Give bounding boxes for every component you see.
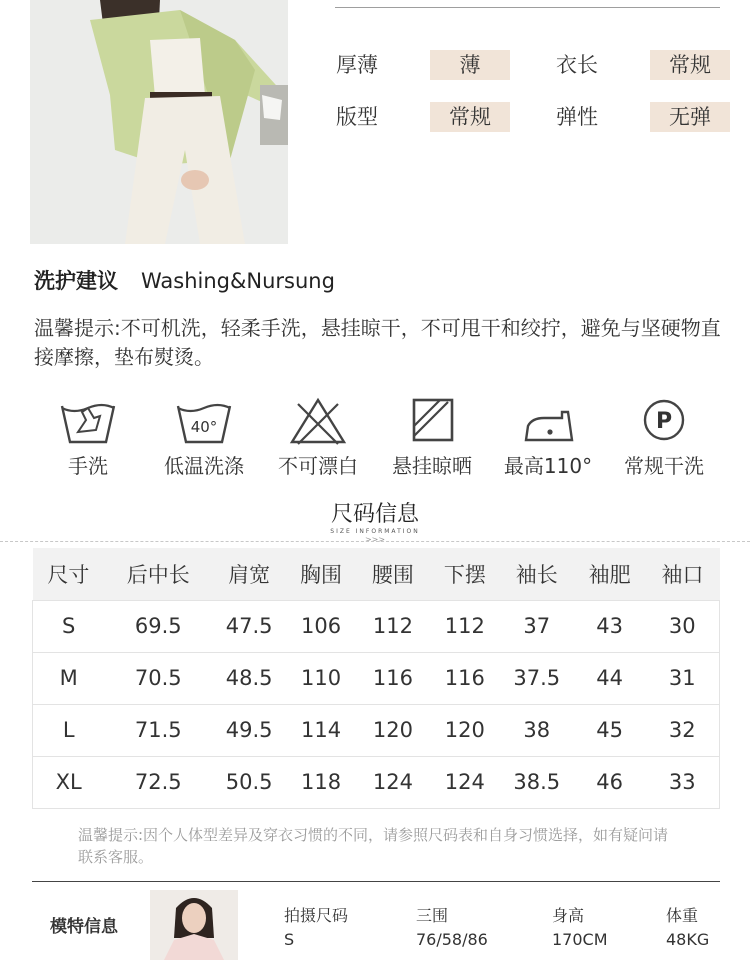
no-bleach-icon bbox=[286, 396, 350, 446]
care-title: 洗护建议 bbox=[34, 269, 118, 293]
product-photo bbox=[30, 0, 288, 244]
model-value-size: S bbox=[284, 930, 295, 949]
care-label-hang-dry: 悬挂晾晒 bbox=[392, 454, 472, 478]
header-cell: 后中长 bbox=[104, 548, 212, 600]
table-cell: 70.5 bbox=[104, 652, 212, 704]
table-row bbox=[33, 704, 720, 756]
iron-icon bbox=[516, 396, 580, 446]
attr-value-fit: 常规 bbox=[430, 102, 510, 132]
table-cell: 46 bbox=[574, 756, 646, 808]
table-cell: 110 bbox=[286, 652, 356, 704]
care-label-no-bleach: 不可漂白 bbox=[278, 454, 358, 478]
table-cell: L bbox=[33, 704, 105, 756]
model-label-weight: 体重 bbox=[666, 906, 699, 925]
header-cell: 下摆 bbox=[430, 548, 500, 600]
table-cell: 30 bbox=[646, 600, 720, 652]
care-note: 温馨提示:不可机洗，轻柔手洗，悬挂晾干，不可甩干和绞拧，避免与坚硬物直接摩擦，垫布熨烫。 bbox=[34, 316, 721, 369]
table-cell: M bbox=[33, 652, 105, 704]
table-cell: 118 bbox=[286, 756, 356, 808]
model-label-measurements: 三围 bbox=[416, 906, 449, 925]
care-label-hand-wash: 手洗 bbox=[68, 454, 108, 478]
attr-label-elasticity: 弹性 bbox=[556, 105, 598, 129]
table-cell: 48.5 bbox=[212, 652, 286, 704]
attr-value-length: 常规 bbox=[650, 50, 730, 80]
table-row bbox=[33, 600, 720, 652]
table-cell: 45 bbox=[574, 704, 646, 756]
table-cell: S bbox=[33, 600, 105, 652]
table-row bbox=[33, 756, 720, 808]
table-cell: 120 bbox=[430, 704, 500, 756]
table-cell: 38.5 bbox=[500, 756, 574, 808]
table-cell: 124 bbox=[356, 756, 430, 808]
attr-value-thickness: 薄 bbox=[430, 50, 510, 80]
table-cell: 38 bbox=[500, 704, 574, 756]
header-cell: 肩宽 bbox=[212, 548, 286, 600]
care-label-dry-clean: 常规干洗 bbox=[624, 454, 704, 478]
table-cell: 112 bbox=[356, 600, 430, 652]
header-cell: 袖肥 bbox=[574, 548, 646, 600]
care-label-iron: 最高110° bbox=[503, 454, 593, 478]
wash-temp-text: 40° bbox=[190, 418, 218, 436]
header-cell: 腰围 bbox=[356, 548, 430, 600]
model-value-weight: 48KG bbox=[666, 930, 710, 949]
table-cell: 69.5 bbox=[104, 600, 212, 652]
table-cell: 37.5 bbox=[500, 652, 574, 704]
model-photo bbox=[150, 890, 238, 960]
table-cell: 47.5 bbox=[212, 600, 286, 652]
table-cell: 120 bbox=[356, 704, 430, 756]
model-label-size: 拍摄尺码 bbox=[284, 906, 349, 925]
size-arrows: >>> bbox=[364, 535, 386, 544]
size-title: 尺码信息 bbox=[330, 502, 419, 527]
table-cell: 37 bbox=[500, 600, 574, 652]
attr-value-elasticity: 无弹 bbox=[650, 102, 730, 132]
attr-label-thickness: 厚薄 bbox=[336, 53, 378, 77]
table-cell: 116 bbox=[430, 652, 500, 704]
dry-clean-letter: P bbox=[655, 409, 673, 434]
size-table bbox=[32, 548, 720, 809]
table-cell: 50.5 bbox=[212, 756, 286, 808]
wash-40-icon bbox=[172, 396, 236, 446]
model-label-height: 身高 bbox=[552, 906, 585, 925]
table-row bbox=[33, 652, 720, 704]
table-cell: 49.5 bbox=[212, 704, 286, 756]
table-cell: 43 bbox=[574, 600, 646, 652]
table-cell: 32 bbox=[646, 704, 720, 756]
header-cell: 胸围 bbox=[286, 548, 356, 600]
care-title-en: Washing&Nursung bbox=[141, 269, 335, 293]
header-cell: 尺寸 bbox=[33, 548, 105, 600]
table-cell: 114 bbox=[286, 704, 356, 756]
table-cell: 71.5 bbox=[104, 704, 212, 756]
attr-label-length: 衣长 bbox=[556, 53, 598, 77]
table-cell: 31 bbox=[646, 652, 720, 704]
care-label-low-temp: 低温洗涤 bbox=[164, 454, 244, 478]
model-divider bbox=[32, 881, 720, 882]
table-cell: 106 bbox=[286, 600, 356, 652]
table-cell: 44 bbox=[574, 652, 646, 704]
table-cell: XL bbox=[33, 756, 105, 808]
table-cell: 116 bbox=[356, 652, 430, 704]
model-photo-illustration bbox=[150, 890, 238, 960]
table-cell: 112 bbox=[430, 600, 500, 652]
header-cell: 袖口 bbox=[646, 548, 720, 600]
product-photo-illustration bbox=[30, 0, 288, 244]
dry-clean-p-icon bbox=[632, 396, 696, 446]
table-cell: 124 bbox=[430, 756, 500, 808]
hand-wash-icon bbox=[56, 396, 120, 446]
size-table-header bbox=[33, 548, 720, 600]
table-cell: 72.5 bbox=[104, 756, 212, 808]
hang-dry-icon bbox=[400, 396, 464, 446]
table-cell: 33 bbox=[646, 756, 720, 808]
model-title: 模特信息 bbox=[50, 917, 118, 937]
attr-label-fit: 版型 bbox=[336, 105, 378, 129]
model-value-measurements: 76/58/86 bbox=[416, 930, 488, 949]
size-divider bbox=[0, 541, 750, 542]
header-cell: 袖长 bbox=[500, 548, 574, 600]
size-subtitle: SIZE INFORMATION bbox=[330, 528, 420, 535]
top-divider bbox=[335, 7, 720, 8]
model-value-height: 170CM bbox=[552, 930, 608, 949]
size-tip: 温馨提示:因个人体型差异及穿衣习惯的不同，请参照尺码表和自身习惯选择，如有疑问请联系客服。 bbox=[78, 826, 669, 866]
